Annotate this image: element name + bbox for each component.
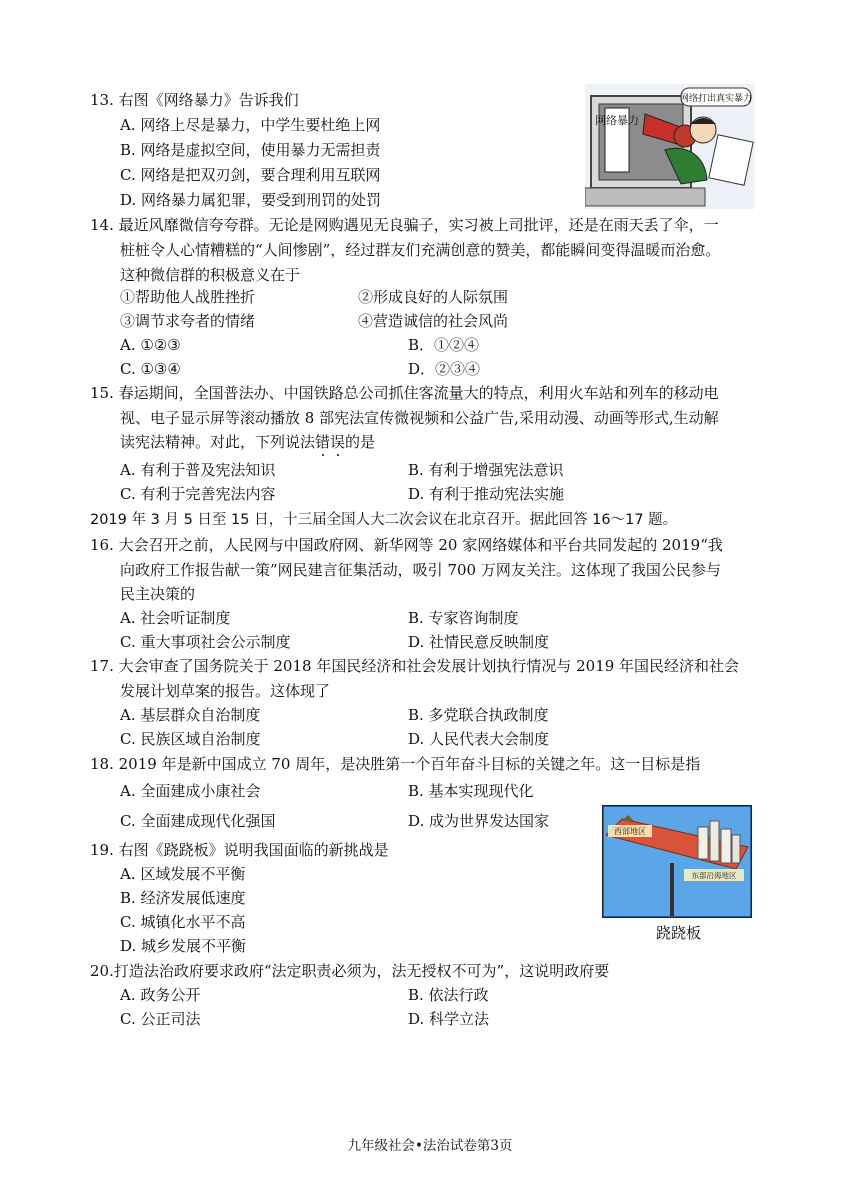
q19-stem: 19. 右图《跷跷板》说明我国面临的新挑战是 bbox=[90, 841, 389, 859]
q14-line-1: 14. 最近风靡微信夸夸群。无论是网购遇见无良骗子，实习被上司批评，还是在雨天丢了伞，一 bbox=[90, 216, 719, 234]
q13-option-d: D. 网络暴力属犯罪，要受到刑罚的处罚 bbox=[120, 191, 382, 209]
page-footer: 九年级社会•法治试卷第3页 bbox=[347, 1138, 513, 1154]
q14-item-4: ④营造诚信的社会风尚 bbox=[358, 312, 509, 330]
q17-line-1: 17. 大会审查了国务院关于 2018 年国民经济和社会发展计划执行情况与 2019 年国民经济和社会 bbox=[90, 657, 740, 675]
emphasis-char-1: 错 bbox=[315, 433, 331, 451]
q14-line-3: 这种微信群的积极意义在于 bbox=[120, 266, 301, 284]
q15-option-b: B. 有利于增强宪法意识 bbox=[408, 461, 564, 479]
q20-option-b: B. 依法行政 bbox=[408, 986, 489, 1004]
q15-line-3-pre: 读宪法精神。对此，下列说法 bbox=[120, 433, 316, 451]
q18-option-b: B. 基本实现现代化 bbox=[408, 782, 534, 800]
q18-option-d: D. 成为世界发达国家 bbox=[408, 812, 550, 830]
q20-stem: 20.打造法治政府要求政府“法定职责必须为，法无授权不可为”，这说明政府要 bbox=[90, 962, 610, 980]
q14-option-c: C. ①③④ bbox=[120, 360, 181, 378]
q19-option-b: B. 经济发展低速度 bbox=[120, 889, 246, 907]
q13-stem: 13. 右图《网络暴力》告诉我们 bbox=[90, 91, 299, 109]
q16-line-1: 16. 大会召开之前，人民网与中国政府网、新华网等 20 家网络媒体和平台共同发起的 2019“我 bbox=[90, 536, 723, 554]
q17-option-a: A. 基层群众自治制度 bbox=[120, 706, 261, 724]
q16-option-b: B. 专家咨询制度 bbox=[408, 609, 519, 627]
q17-option-d: D. 人民代表大会制度 bbox=[408, 730, 550, 748]
q14-line-2: 桩桩令人心情糟糕的“人间惨剧”，经过群友们充满创意的赞美，都能瞬间变得温暖而治愈。 bbox=[120, 241, 721, 259]
q15-line-3-post: 的是 bbox=[345, 433, 376, 451]
q14-option-d: D．②③④ bbox=[408, 360, 481, 378]
east-label: 东部沿海地区 bbox=[691, 871, 737, 880]
q15-option-c: C. 有利于完善宪法内容 bbox=[120, 485, 276, 503]
q20-option-d: D. 科学立法 bbox=[408, 1010, 490, 1028]
q14-option-a: A. ①②③ bbox=[120, 336, 181, 354]
q18-stem: 18. 2019 年是新中国成立 70 周年，是决胜第一个百年奋斗目标的关键之年。这一目标是指 bbox=[90, 755, 701, 773]
seesaw-cartoon bbox=[602, 805, 752, 918]
intro-16-17: 2019 年 3 月 5 日至 15 日，十三届全国人大二次会议在北京召开。据此回答 16～17 题。 bbox=[90, 512, 678, 528]
q16-option-a: A. 社会听证制度 bbox=[120, 609, 231, 627]
q18-option-a: A. 全面建成小康社会 bbox=[120, 782, 261, 800]
q14-item-1: ①帮助他人战胜挫折 bbox=[120, 288, 256, 306]
q14-item-2: ②形成良好的人际氛围 bbox=[358, 288, 509, 306]
q17-option-c: C. 民族区域自治制度 bbox=[120, 730, 261, 748]
q13-option-a: A. 网络上尽是暴力，中学生要杜绝上网 bbox=[120, 116, 381, 134]
q19-option-d: D. 城乡发展不平衡 bbox=[120, 937, 247, 955]
q19-option-c: C. 城镇化水平不高 bbox=[120, 913, 246, 931]
q15-line-1: 15. 春运期间，全国普法办、中国铁路总公司抓住客流量大的特点，利用火车站和列车的移动电 bbox=[90, 384, 719, 402]
q20-option-c: C. 公正司法 bbox=[120, 1010, 201, 1028]
west-label: 西部地区 bbox=[614, 827, 646, 836]
cyber-violence-cartoon bbox=[585, 84, 755, 209]
q16-line-2: 向政府工作报告献一策”网民建言征集活动，吸引 700 万网友关注。这体现了我国公民参与 bbox=[120, 561, 721, 579]
q13-option-b: B. 网络是虚拟空间，使用暴力无需担责 bbox=[120, 141, 381, 159]
q13-option-c: C. 网络是把双刃剑，要合理利用互联网 bbox=[120, 166, 381, 184]
screen-char-1: 网络暴力 bbox=[595, 114, 639, 127]
q15-option-a: A. 有利于普及宪法知识 bbox=[120, 461, 276, 479]
q15-line-3 bbox=[120, 432, 375, 452]
q17-line-2: 发展计划草案的报告。这体现了 bbox=[120, 682, 331, 700]
cartoon-bubble-text: 网络打出真实暴力 bbox=[679, 94, 753, 104]
q16-option-c: C. 重大事项社会公示制度 bbox=[120, 633, 291, 651]
q18-option-c: C. 全面建成现代化强国 bbox=[120, 812, 276, 830]
q14-item-3: ③调节求夸者的情绪 bbox=[120, 312, 256, 330]
q17-option-b: B. 多党联合执政制度 bbox=[408, 706, 549, 724]
q16-line-3: 民主决策的 bbox=[120, 585, 196, 603]
q15-line-2: 视、电子显示屏等滚动播放 8 部宪法宣传微视频和公益广告,采用动漫、动画等形式,生动解 bbox=[120, 409, 719, 427]
q20-option-a: A. 政务公开 bbox=[120, 986, 201, 1004]
emphasis-char-2: 误 bbox=[330, 433, 346, 451]
q14-option-b: B．①②④ bbox=[408, 336, 480, 354]
q19-option-a: A. 区域发展不平衡 bbox=[120, 865, 246, 883]
q15-option-d: D. 有利于推动宪法实施 bbox=[408, 485, 565, 503]
seesaw-caption: 跷跷板 bbox=[656, 924, 702, 942]
q16-option-d: D. 社情民意反映制度 bbox=[408, 633, 550, 651]
